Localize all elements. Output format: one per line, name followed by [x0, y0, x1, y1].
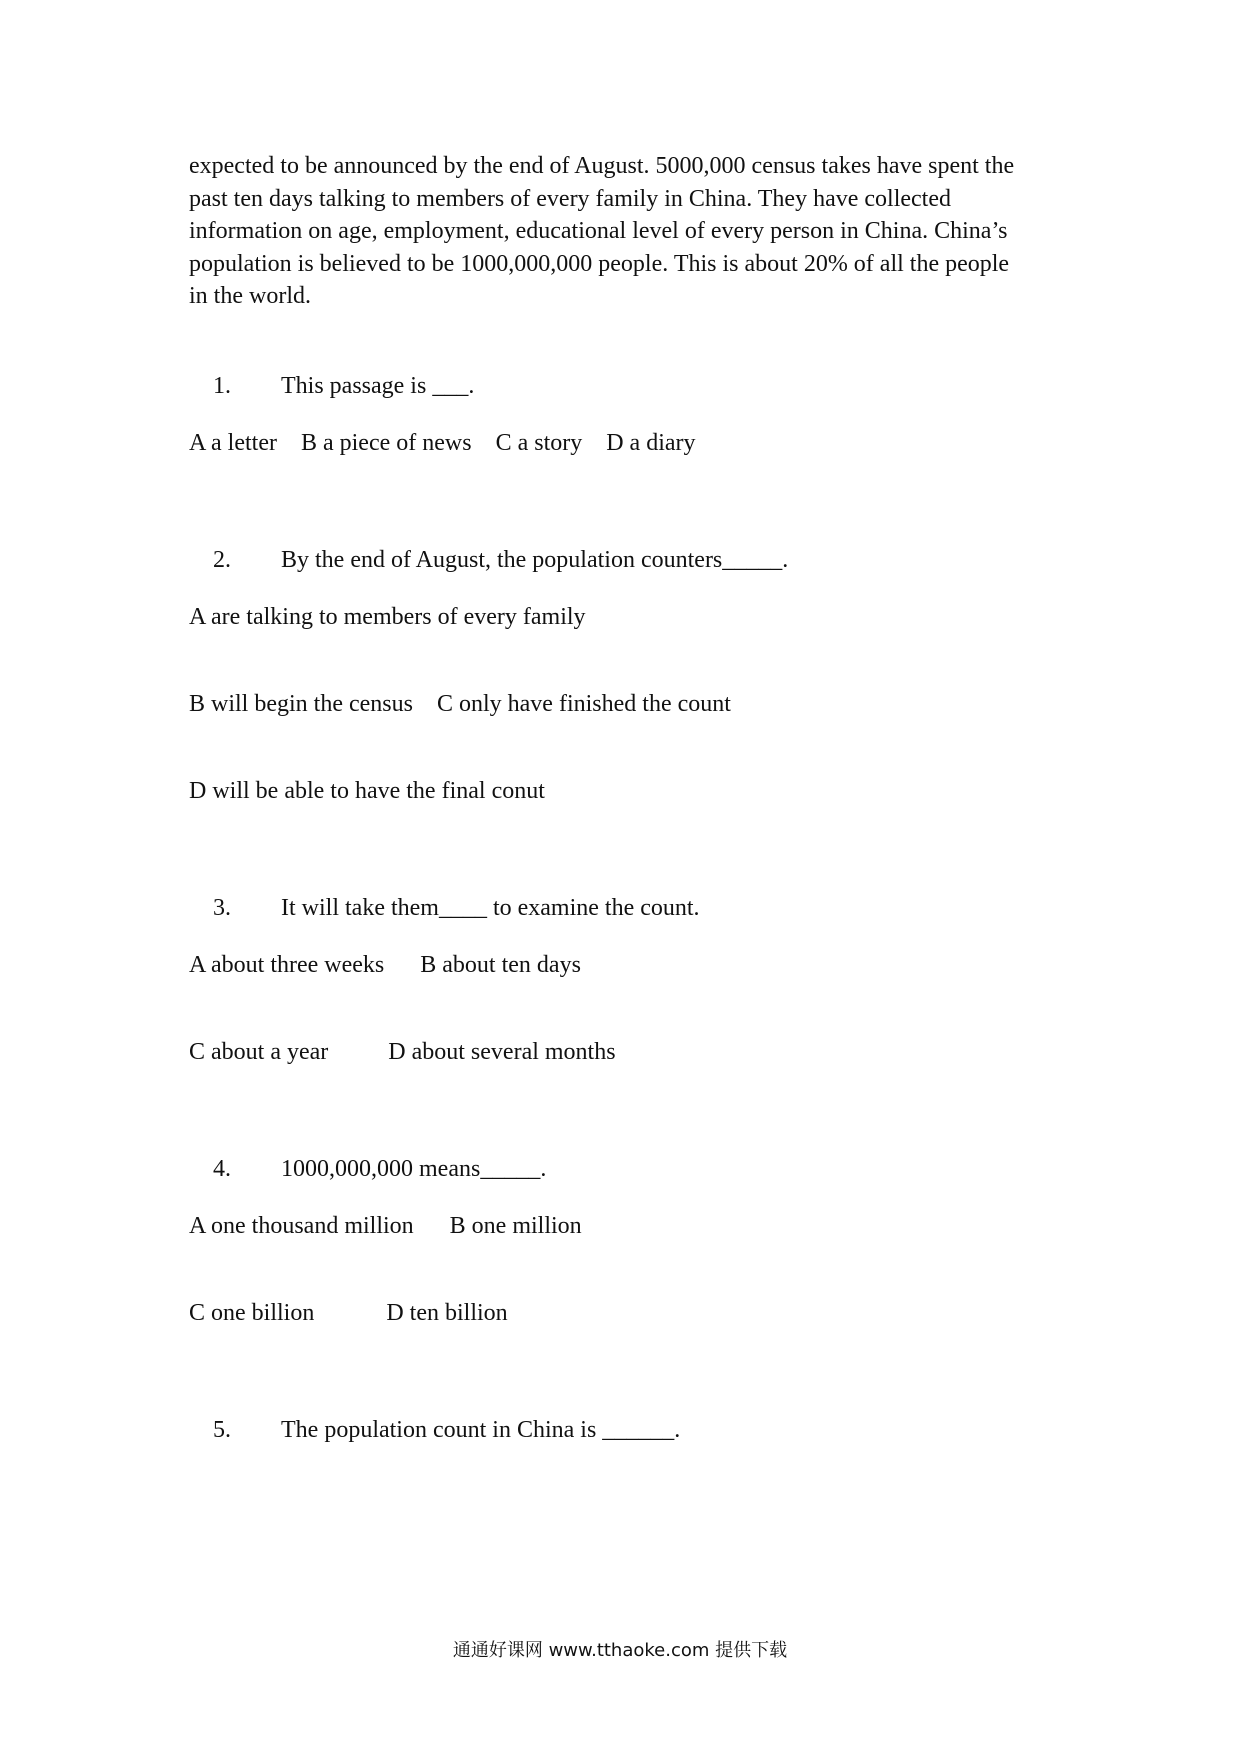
question-text: By the end of August, the population counters_____. — [281, 547, 789, 573]
passage-line: expected to be announced by the end of August. 5000,000 census takes have spent the — [189, 153, 1015, 179]
question-4-options-cd: C one billion D ten billion — [189, 1300, 508, 1326]
question-1 — [189, 341, 474, 431]
question-2-options-bc: B will begin the census C only have finished the count — [189, 691, 731, 717]
question-text: 1000,000,000 means_____. — [281, 1156, 547, 1182]
passage-paragraph — [189, 150, 1069, 313]
question-4 — [189, 1124, 546, 1214]
question-text: It will take them____ to examine the count. — [281, 895, 700, 921]
question-text: This passage is ___. — [281, 373, 475, 399]
question-2 — [189, 515, 788, 605]
passage-line: population is believed to be 1000,000,000 people. This is about 20% of all the people — [189, 250, 1010, 277]
question-number: 4. — [213, 1156, 231, 1182]
question-5 — [189, 1385, 680, 1475]
question-3 — [189, 863, 700, 953]
question-3-options-cd: C about a year D about several months — [189, 1039, 616, 1065]
question-number: 5. — [213, 1417, 231, 1443]
question-2-option-d: D will be able to have the final conut — [189, 778, 545, 804]
passage-line: in the world. — [189, 283, 311, 309]
footer-text: 通通好课网 www.tthaoke.com 提供下载 — [452, 1640, 788, 1661]
question-4-options-ab: A one thousand million B one million — [189, 1213, 582, 1239]
passage-line: information on age, employment, educational level of every person in China. China’s — [189, 218, 1008, 244]
question-3-options-ab: A about three weeks B about ten days — [189, 952, 581, 978]
question-number: 2. — [213, 547, 231, 573]
question-number: 3. — [213, 895, 231, 921]
question-text: The population count in China is ______. — [281, 1417, 681, 1443]
question-1-options: A a letter B a piece of news C a story D a diary — [189, 430, 696, 456]
question-number: 1. — [213, 373, 231, 399]
passage-line: past ten days talking to members of every family in China. They have collected — [189, 185, 951, 212]
question-2-option-a: A are talking to members of every family — [189, 604, 586, 630]
